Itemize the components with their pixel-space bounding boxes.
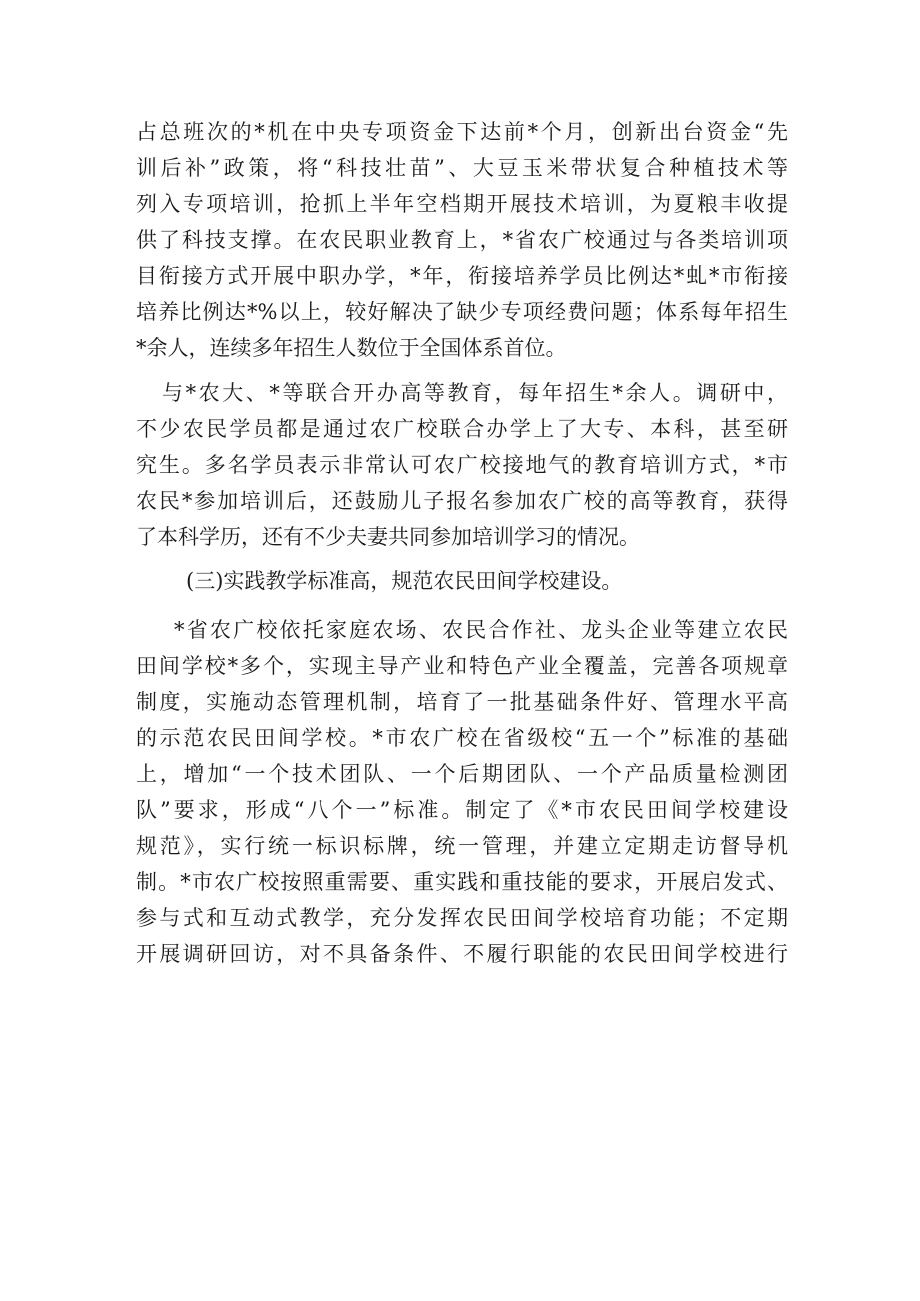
paragraph-vocational-education (136, 114, 788, 366)
text-line: 究生。多名学员表示非常认可农广校接地气的教育培训方式，*市 (136, 453, 788, 477)
text-line: *省农广校依托家庭农场、农民合作社、龙头企业等建立农民 (174, 618, 788, 642)
text-line: *余人，连续多年招生人数位于全国体系首位。 (136, 336, 567, 360)
text-line: 列入专项培训，抢抓上半年空档期开展技术培训，为夏粮丰收提 (136, 192, 788, 216)
text-line: 不少农民学员都是通过农广校联合办学上了大专、本科，甚至研 (136, 417, 788, 441)
text-line: 训后补”政策，将“科技壮苗”、大豆玉米带状复合种植技术等 (136, 156, 788, 180)
text-line: 农民*参加培训后，还鼓励儿子报名参加农广校的高等教育，获得 (136, 489, 788, 513)
text-line: 参与式和互动式教学，充分发挥农民田间学校培育功能；不定期 (136, 906, 788, 930)
text-line: 与*农大、*等联合开办高等教育，每年招生*余人。调研中， (162, 381, 788, 405)
text-line: 培养比例达*%以上，较好解决了缺少专项经费问题；体系每年招生 (136, 300, 788, 324)
document-body (136, 114, 788, 972)
text-line: 了本科学历，还有不少夫妻共同参加培训学习的情况。 (136, 525, 640, 549)
text-line: 规范》，实行统一标识标牌，统一管理，并建立定期走访督导机 (136, 834, 788, 858)
text-line: 制。*市农广校按照重需要、重实践和重技能的要求，开展启发式、 (136, 870, 788, 894)
text-line: 上，增加“一个技术团队、一个后期团队、一个产品质量检测团 (136, 762, 788, 786)
text-line: 占总班次的*机在中央专项资金下达前*个月，创新出台资金“先 (136, 120, 788, 144)
text-line: 的示范农民田间学校。*市农广校在省级校“五一个”标准的基础 (136, 726, 788, 750)
paragraph-field-schools (136, 612, 788, 972)
section-heading: (三)实践教学标准高，规范农民田间学校建设。 (186, 569, 623, 593)
text-line: 开展调研回访，对不具备条件、不履行职能的农民田间学校进行 (136, 942, 788, 966)
text-line: 队”要求，形成“八个一”标准。制定了《*市农民田间学校建设 (136, 798, 788, 822)
text-line: 制度，实施动态管理机制，培育了一批基础条件好、管理水平高 (136, 690, 788, 714)
text-line: 目衔接方式开展中职办学，*年，衔接培养学员比例达*虬*市衔接 (136, 264, 788, 288)
text-line: 田间学校*多个，实现主导产业和特色产业全覆盖，完善各项规章 (136, 654, 788, 678)
paragraph-higher-education (136, 375, 788, 555)
text-line: 供了科技支撑。在农民职业教育上，*省农广校通过与各类培训项 (136, 228, 788, 252)
